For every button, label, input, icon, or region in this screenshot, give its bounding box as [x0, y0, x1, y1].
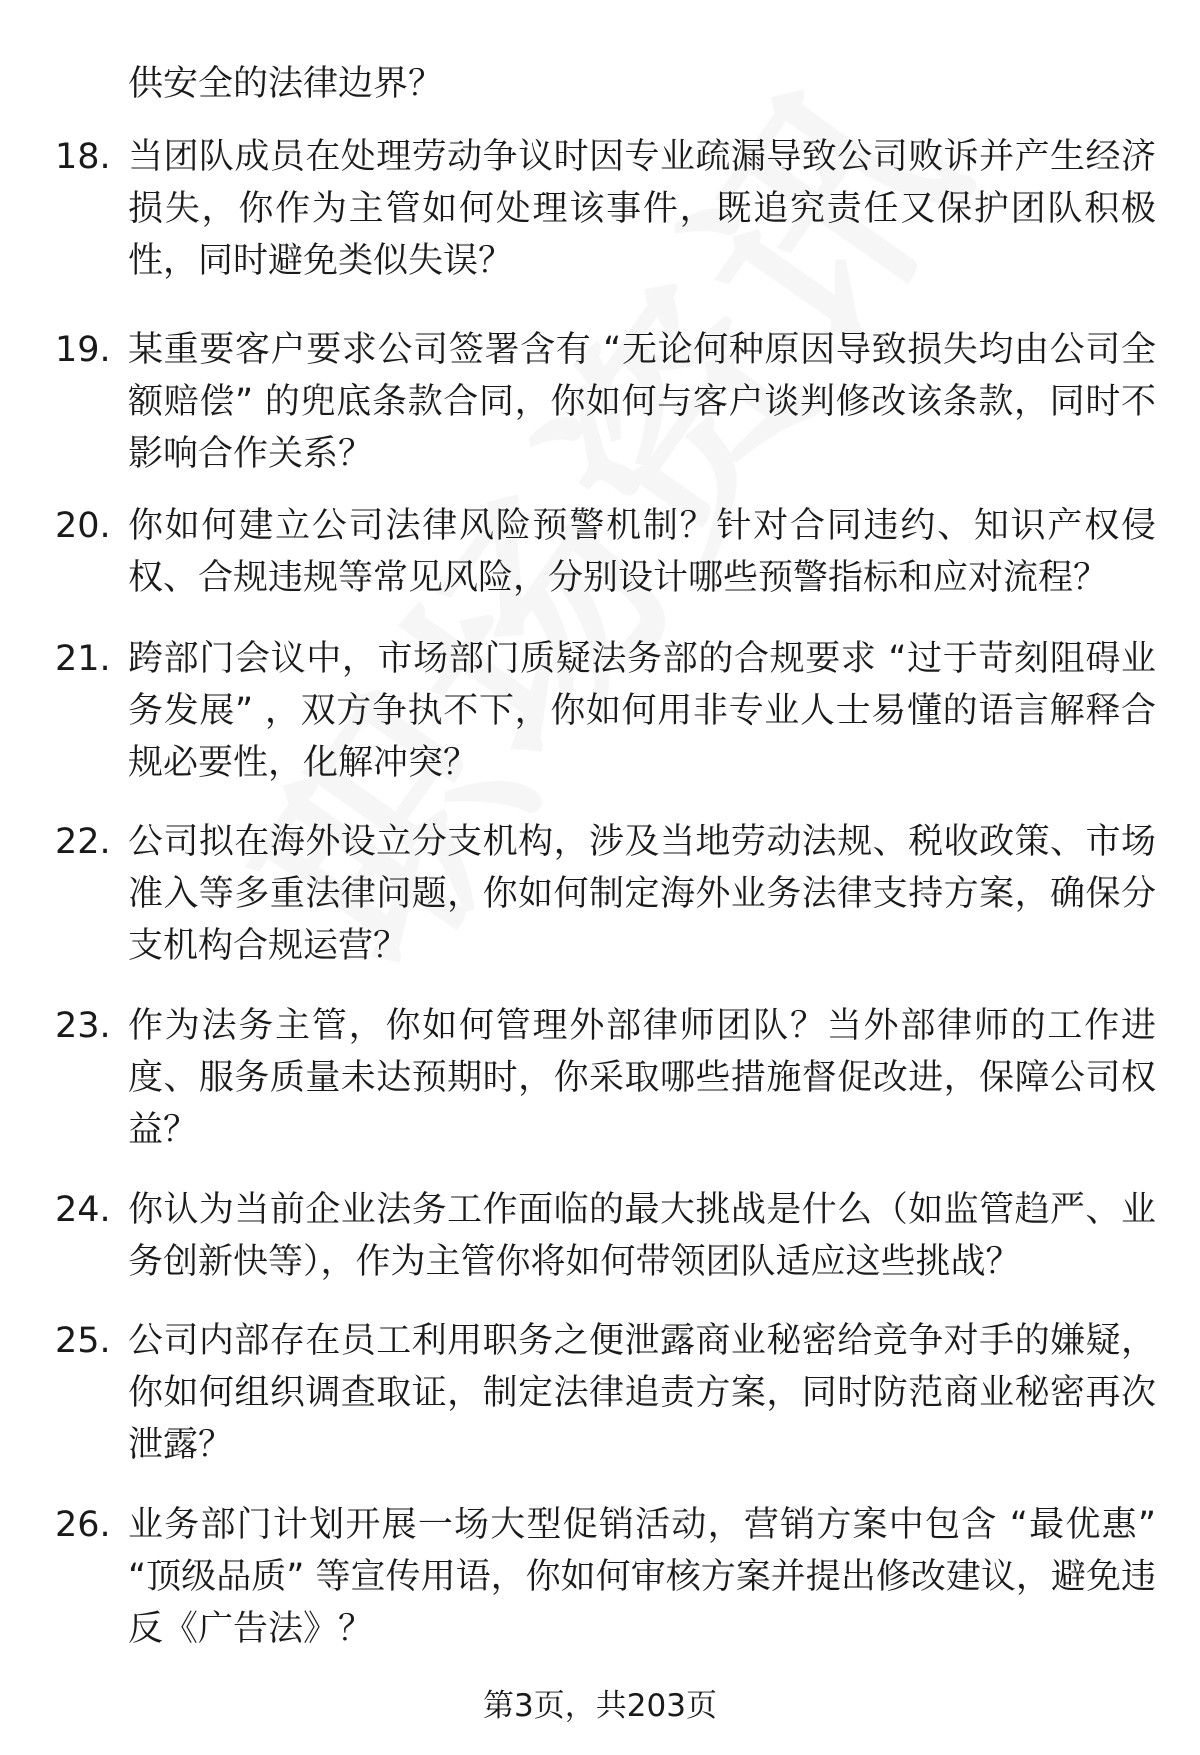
question-text: 业务部门计划开展一场大型促销活动，营销方案中包含 “最优惠” “顶级品质” 等宣传用语，你如何审核方案并提出修改建议，避免违反《广告法》？: [128, 1505, 1156, 1649]
question-text: 你如何建立公司法律风险预警机制？针对合同违约、知识产权侵权、合规违规等常见风险，分别设计哪些预警指标和应对流程？: [128, 506, 1156, 598]
question-text: 公司内部存在员工利用职务之便泄露商业秘密给竞争对手的嫌疑，你如何组织调查取证，制定法律追责方案，同时防范商业秘密再次泄露？: [128, 1321, 1156, 1465]
carryover-text: 供安全的法律边界？: [128, 64, 444, 104]
question-number: 18.: [55, 137, 111, 177]
question-text: 公司拟在海外设立分支机构，涉及当地劳动法规、税收政策、市场准入等多重法律问题，你如何制定海外业务法律支持方案，确保分支机构合规运营？: [128, 822, 1156, 966]
question-number: 23.: [55, 1006, 111, 1046]
question-number: 22.: [55, 822, 111, 862]
question-number: 20.: [55, 506, 111, 546]
question-text: 作为法务主管，你如何管理外部律师团队？当外部律师的工作进度、服务质量未达预期时，你采取哪些措施督促改进，保障公司权益？: [128, 1006, 1156, 1150]
page-footer: 第3页，共203页: [483, 1688, 717, 1724]
question-number: 24.: [55, 1190, 111, 1230]
question-text: 跨部门会议中，市场部门质疑法务部的合规要求 “过于苛刻阻碍业务发展” ，双方争执不下，你如何用非专业人士易懂的语言解释合规必要性，化解冲突？: [128, 639, 1156, 783]
question-number: 26.: [55, 1505, 111, 1545]
question-text: 某重要客户要求公司签署含有 “无论何种原因导致损失均由公司全额赔偿” 的兜底条款合同，你如何与客户谈判修改该条款，同时不影响合作关系？: [128, 330, 1156, 474]
question-number: 21.: [55, 639, 111, 679]
question-number: 25.: [55, 1321, 111, 1361]
question-number: 19.: [55, 330, 111, 370]
question-text: 你认为当前企业法务工作面临的最大挑战是什么（如监管趋严、业务创新快等），作为主管你将如何带领团队适应这些挑战？: [128, 1190, 1156, 1282]
question-text: 当团队成员在处理劳动争议时因专业疏漏导致公司败诉并产生经济损失，你作为主管如何处理该事件，既追究责任又保护团队积极性，同时避免类似失误？: [128, 137, 1156, 281]
